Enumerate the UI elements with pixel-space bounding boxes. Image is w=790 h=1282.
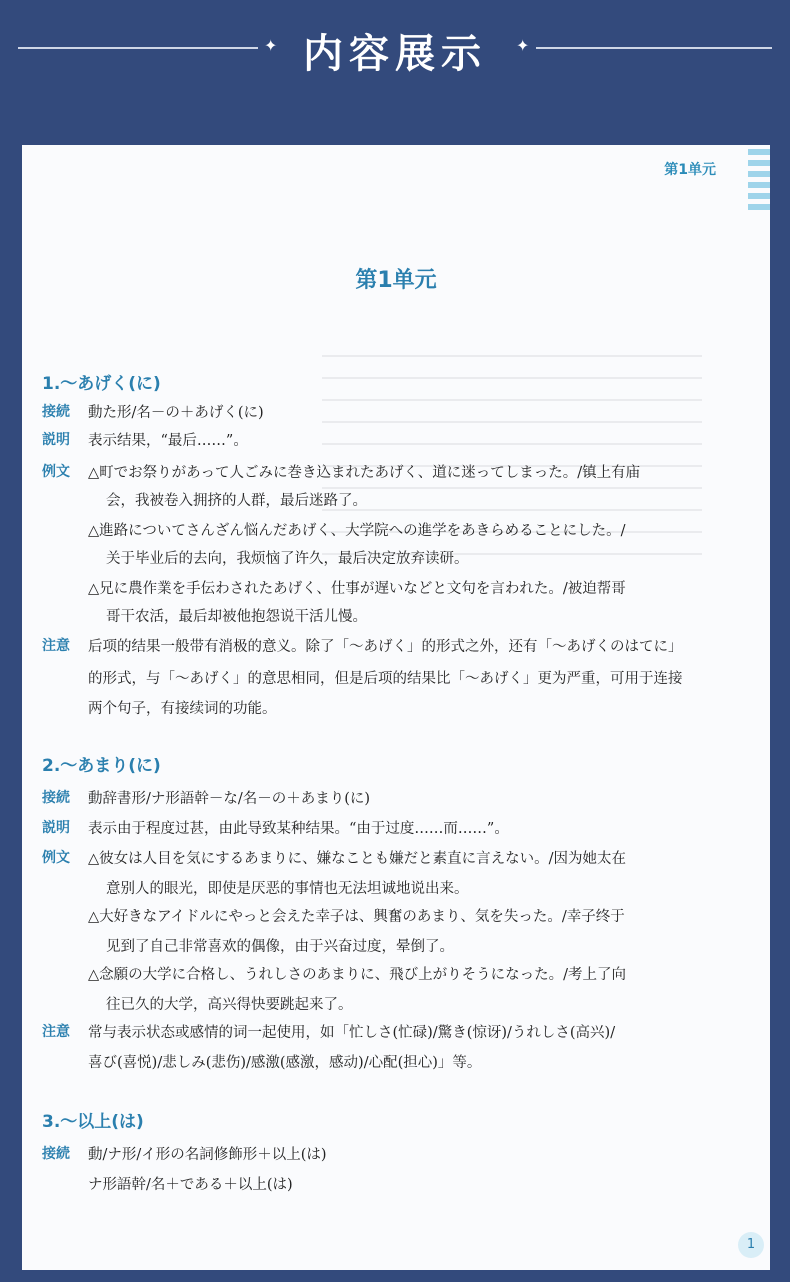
section-title: 1.～あげく(に)	[42, 374, 161, 394]
explanation-label: 説明	[42, 820, 70, 836]
banner-line-right	[536, 47, 772, 49]
example-translation: 意别人的眼光，即使是厌恶的事情也无法坦诚地说出来。	[106, 881, 469, 897]
example-translation: 会，我被卷入拥挤的人群，最后迷路了。	[106, 493, 367, 509]
example-translation: 哥干农活，最后却被他抱怨说干活儿慢。	[106, 609, 367, 625]
note-label: 注意	[42, 1024, 70, 1040]
example-line: △彼女は人目を気にするあまりに、嫌なことも嫌だと素直に言えない。/因为她太在	[88, 851, 627, 867]
connection-label: 接続	[42, 404, 70, 420]
example-line: △大好きなアイドルにやっと会えた幸子は、興奮のあまり、気を失った。/幸子终于	[88, 909, 625, 925]
page-number: 1	[738, 1232, 764, 1258]
connection-text: ナ形語幹/名＋である＋以上(は)	[88, 1177, 293, 1193]
note-text: 常与表示状态或感情的词一起使用，如「忙しさ(忙碌)/驚き(惊讶)/うれしさ(高兴)/	[88, 1025, 616, 1041]
connection-text: 動辞書形/ナ形語幹－な/名－の＋あまり(に)	[88, 791, 371, 807]
example-line: △町でお祭りがあって人ごみに巻き込まれたあげく、道に迷ってしまった。/镇上有庙	[88, 465, 641, 481]
banner-title: 内容展示	[303, 31, 487, 77]
connection-text: 動/ナ形/イ形の名詞修飾形＋以上(は)	[88, 1147, 327, 1163]
edge-tab-stripes	[748, 145, 770, 215]
section-title: 2.～あまり(に)	[42, 756, 161, 776]
note-label: 注意	[42, 638, 70, 654]
unit-title: 第1单元	[355, 268, 437, 293]
connection-text: 動た形/名－の＋あげく(に)	[88, 405, 264, 421]
example-translation: 见到了自己非常喜欢的偶像，由于兴奋过度，晕倒了。	[106, 939, 454, 955]
example-translation: 关于毕业后的去向，我烦恼了许久，最后决定放弃读研。	[106, 551, 469, 567]
example-label: 例文	[42, 464, 70, 480]
star-icon: ✦	[516, 36, 530, 55]
example-translation: 往已久的大学，高兴得快要跳起来了。	[106, 997, 353, 1013]
example-label: 例文	[42, 850, 70, 866]
note-text: 的形式，与「～あげく」的意思相同，但是后项的结果比「～あげく」更为严重，可用于连接	[88, 671, 683, 687]
section-title: 3.～以上(は)	[42, 1112, 144, 1132]
connection-label: 接続	[42, 1146, 70, 1162]
note-text: 两个句子，有接续词的功能。	[88, 701, 277, 717]
example-line: △進路についてさんざん悩んだあげく、大学院への進学をあきらめることにした。/	[88, 523, 626, 539]
note-text: 后项的结果一般带有消极的意义。除了「～あげく」的形式之外，还有「～あげくのはてに」	[88, 639, 683, 655]
star-icon: ✦	[264, 36, 278, 55]
banner	[0, 0, 790, 145]
explanation-label: 説明	[42, 432, 70, 448]
connection-label: 接続	[42, 790, 70, 806]
book-page	[22, 145, 770, 1270]
example-line: △兄に農作業を手伝わされたあげく、仕事が遅いなどと文句を言われた。/被迫帮哥	[88, 581, 626, 597]
explanation-text: 表示结果，“最后……”。	[88, 433, 248, 449]
explanation-text: 表示由于程度过甚，由此导致某种结果。“由于过度……而……”。	[88, 821, 509, 837]
running-header: 第1单元	[664, 162, 716, 178]
note-text: 喜び(喜悦)/悲しみ(悲伤)/感激(感激，感动)/心配(担心)」等。	[88, 1055, 482, 1071]
example-line: △念願の大学に合格し、うれしさのあまりに、飛び上がりそうになった。/考上了向	[88, 967, 627, 983]
